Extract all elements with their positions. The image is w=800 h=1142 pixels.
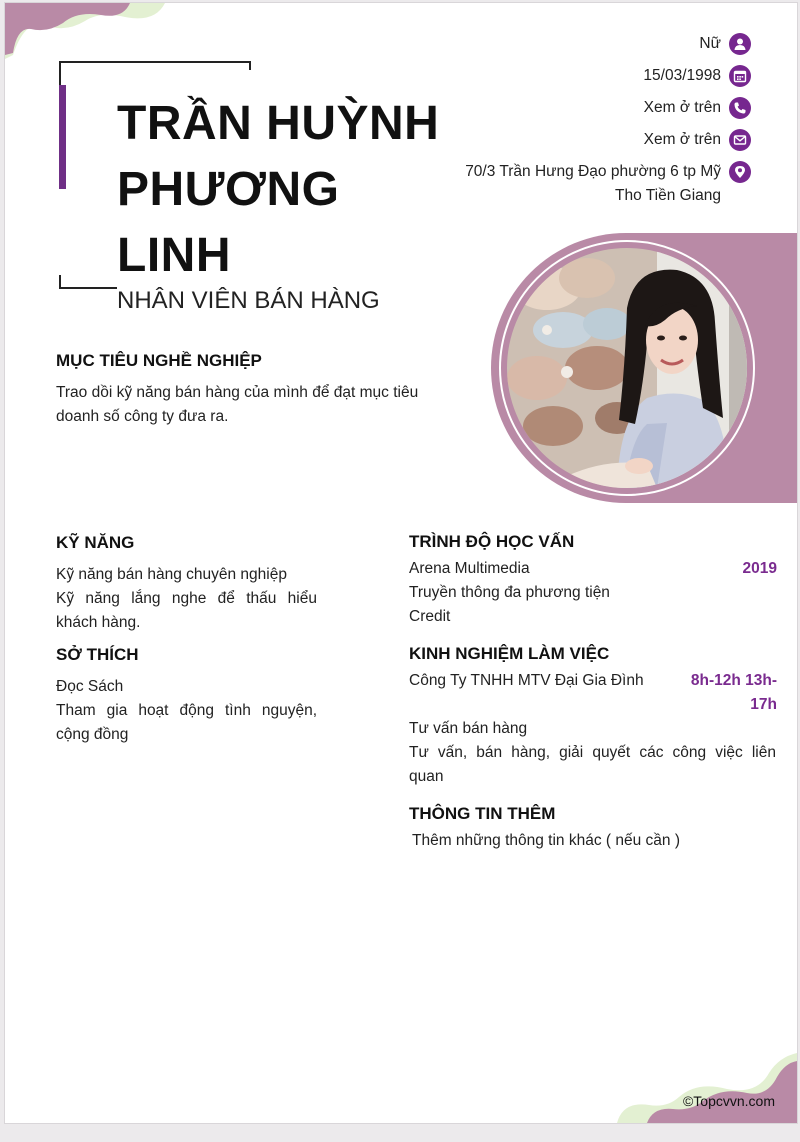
name-frame-bottom-line xyxy=(59,287,117,289)
skill-item-2-line-1: Kỹ năng lắng nghe để thấu hiểu xyxy=(56,590,317,607)
gender-text: Nữ xyxy=(699,35,721,52)
objective-text-line-2: doanh số công ty đưa ra. xyxy=(56,408,229,425)
experience-description xyxy=(409,741,776,789)
education-school: Arena Multimedia xyxy=(409,560,530,577)
hobby-item-2-line-2: cộng đồng xyxy=(56,726,129,743)
job-title: NHÂN VIÊN BÁN HÀNG xyxy=(117,287,380,314)
hobbies-title: SỞ THÍCH xyxy=(56,645,139,664)
extra-info-title: THÔNG TIN THÊM xyxy=(409,804,556,823)
experience-time xyxy=(691,669,777,717)
hobby-item-1: Đọc Sách xyxy=(56,678,124,695)
education-note: Credit xyxy=(409,608,451,625)
cv-page xyxy=(4,2,798,1124)
objective-title: MỤC TIÊU NGHỀ NGHIỆP xyxy=(56,351,262,370)
contact-email xyxy=(644,128,751,152)
contact-address xyxy=(465,160,751,208)
address-line-2: Tho Tiền Giang xyxy=(615,187,721,204)
skill-item-2-line-2: khách hàng. xyxy=(56,614,141,631)
education-year: 2019 xyxy=(742,560,777,577)
footer-copyright: ©Topcvvn.com xyxy=(682,1093,775,1109)
address-text xyxy=(465,160,721,208)
name-line-3: LINH xyxy=(117,229,231,282)
phone-text: Xem ở trên xyxy=(643,99,721,116)
experience-time-line-1: 8h-12h 13h- xyxy=(690,672,777,689)
name-line-2: PHƯƠNG xyxy=(117,163,340,216)
name-line-1: TRẦN HUỲNH xyxy=(117,97,440,150)
name-accent-bar xyxy=(59,85,66,189)
mail-icon xyxy=(729,129,751,151)
location-pin-icon xyxy=(729,161,751,183)
calendar-icon xyxy=(729,65,751,87)
hobbies-list xyxy=(56,675,317,747)
experience-desc-line-2: quan xyxy=(409,768,444,785)
email-text: Xem ở trên xyxy=(643,131,721,148)
contact-phone xyxy=(644,96,751,120)
top-left-decoration xyxy=(5,3,165,63)
user-icon xyxy=(729,33,751,55)
experience-title: KINH NGHIỆM LÀM VIỆC xyxy=(409,644,610,663)
skill-item-1: Kỹ năng bán hàng chuyên nghiệp xyxy=(56,566,287,583)
extra-info-text: Thêm những thông tin khác ( nếu cần ) xyxy=(412,832,681,849)
profile-photo xyxy=(507,248,747,488)
skills-title: KỸ NĂNG xyxy=(56,533,135,552)
name-frame-left-line xyxy=(59,61,61,85)
full-name xyxy=(117,91,457,289)
address-line-1: 70/3 Trần Hưng Đạo phường 6 tp Mỹ xyxy=(465,163,721,180)
education-title: TRÌNH ĐỘ HỌC VẤN xyxy=(409,532,575,551)
birthday-text: 15/03/1998 xyxy=(643,67,721,84)
contact-gender xyxy=(699,32,751,56)
name-frame-top-line xyxy=(59,61,251,63)
education-major: Truyền thông đa phương tiện xyxy=(409,584,610,601)
experience-company: Công Ty TNHH MTV Đại Gia Đình xyxy=(409,672,644,689)
hobby-item-2-line-1: Tham gia hoạt động tình nguyện, xyxy=(56,702,317,719)
objective-text-line-1: Trao dồi kỹ năng bán hàng của mình để đạt mục tiêu xyxy=(56,384,419,401)
experience-desc-line-1: Tư vấn, bán hàng, giải quyết các công việc liên xyxy=(409,744,776,761)
name-frame-tick xyxy=(249,61,251,70)
skills-list xyxy=(56,563,317,635)
contact-birthday xyxy=(643,64,751,88)
phone-icon xyxy=(729,97,751,119)
experience-position: Tư vấn bán hàng xyxy=(409,720,528,737)
experience-time-line-2: 17h xyxy=(750,696,777,713)
objective-text xyxy=(56,381,452,429)
bottom-right-decoration xyxy=(607,1053,797,1123)
